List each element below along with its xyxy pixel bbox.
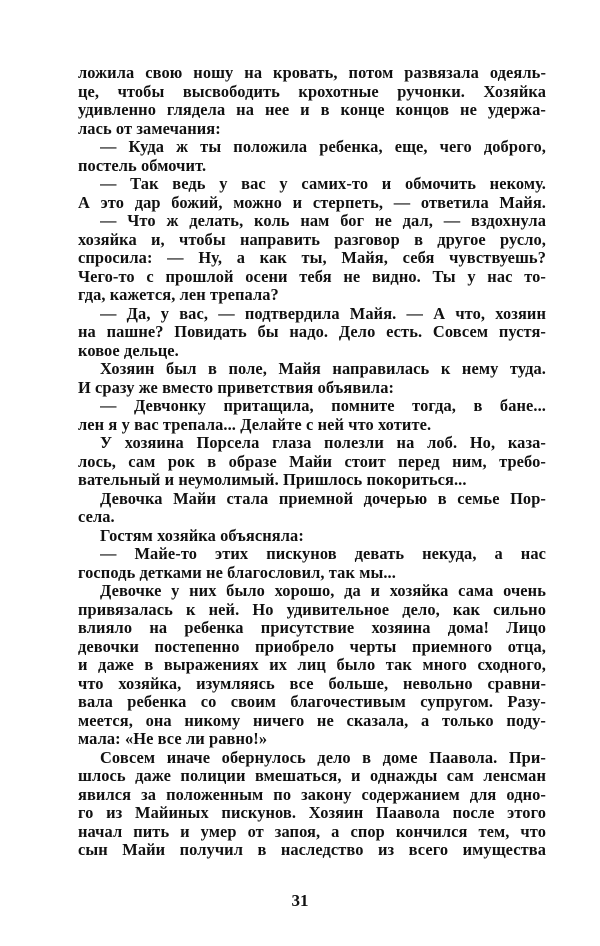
text-line — [78, 138, 546, 157]
text-line-content: сын Майи получил в наследство из всего имущества — [78, 841, 546, 859]
text-line — [78, 305, 546, 324]
text-line-content: лен я у вас трепала... Делайте с ней что хотите. — [78, 415, 432, 434]
text-line — [78, 841, 546, 860]
text-line — [78, 120, 546, 139]
text-line-content: — Майе-то этих пискунов девать некуда, а нас — [100, 545, 546, 563]
text-line-content: ковое дельце. — [78, 341, 179, 360]
text-line-content: Девочке у них было хорошо, да и хозяйка сама очень — [100, 582, 546, 600]
text-line — [78, 767, 546, 786]
text-line-content: девочки постепенно приобрело черты приемного отца, — [78, 637, 546, 656]
text-line-content: вала ребенка со своим благочестивым супругом. Разу- — [78, 693, 546, 711]
text-line — [78, 638, 546, 657]
text-line-content: села. — [78, 508, 115, 526]
text-line-content: У хозяина Порсела глаза полезли на лоб. Но, каза- — [100, 434, 546, 452]
page-body-text — [78, 64, 546, 860]
text-line — [78, 157, 546, 176]
text-line-content: лась от замечания: — [78, 119, 221, 138]
text-line-content: гда, кажется, лен трепала? — [78, 286, 279, 304]
text-line — [78, 823, 546, 842]
text-line-content: ложила свою ношу на кровать, потом развязала одеяль- — [78, 64, 546, 82]
text-line — [78, 804, 546, 823]
text-line — [78, 379, 546, 398]
text-line-content: мала: «Не все ли равно!» — [78, 730, 268, 748]
text-line-content: вательный и неумолимый. Пришлось покориться... — [78, 471, 467, 489]
text-line — [78, 434, 546, 453]
text-line — [78, 342, 546, 361]
text-line-content: спросила: — Ну, а как ты, Майя, себя чувствуешь? — [78, 249, 546, 267]
text-line — [78, 582, 546, 601]
text-line-content: удивленно глядела на нее и в конце концов не удержа- — [78, 101, 546, 119]
text-line — [78, 712, 546, 731]
text-line — [78, 564, 546, 583]
text-line-content: — Так ведь у вас у самих-то и обмочить некому. — [100, 175, 546, 193]
text-line-content: — Что ж делать, коль нам бог не дал, — вздохнула — [100, 212, 546, 230]
text-line — [78, 545, 546, 564]
text-line — [78, 786, 546, 805]
text-line-content: шлось даже полиции вмешаться, и однажды сам ленсман — [78, 767, 546, 785]
text-line-content: И сразу же вместо приветствия объявила: — [78, 378, 395, 397]
text-line — [78, 231, 546, 250]
text-line — [78, 212, 546, 231]
text-line — [78, 397, 546, 416]
text-line — [78, 194, 546, 213]
text-line-content: и даже в выражениях их лиц было так много сходного, — [78, 656, 546, 674]
page-number: 31 — [291, 891, 309, 910]
text-line — [78, 83, 546, 102]
text-line-content: Гостям хозяйка объясняла: — [100, 526, 304, 545]
text-line — [78, 323, 546, 342]
text-line-content: привязалась к ней. Но удивительное дело, как сильно — [78, 600, 546, 619]
text-line — [78, 416, 546, 435]
text-line-content: го из Майиных пискунов. Хозяин Паавола после этого — [78, 804, 546, 822]
text-line-content: постель обмочит. — [78, 156, 207, 175]
text-line — [78, 471, 546, 490]
text-line-content: на пашне? Повидать бы надо. Дело есть. Совсем пустя- — [78, 323, 546, 341]
text-line — [78, 508, 546, 527]
text-line — [78, 268, 546, 287]
text-line — [78, 730, 546, 749]
text-line-content: господь детками не благословил, так мы... — [78, 563, 396, 582]
text-line-content: лось, сам рок в образе Майи стоит перед ним, требо- — [78, 452, 546, 471]
text-line-content: — Девчонку притащила, помните тогда, в бане... — [100, 397, 546, 415]
text-line-content: начал пить и умер от запоя, а спор кончился тем, что — [78, 822, 546, 841]
text-line-content: — Куда ж ты положила ребенка, еще, чего доброго, — [100, 138, 546, 156]
text-line — [78, 453, 546, 472]
text-line-content: Чего-то с прошлой осени тебя не видно. Ты у нас то- — [78, 267, 546, 286]
text-line-content: це, чтобы высвободить крохотные ручонки. Хозяйка — [78, 82, 546, 101]
text-line-content: Совсем иначе обернулось дело в доме Паавола. При- — [100, 748, 546, 767]
text-line-content: А это дар божий, можно и стерпеть, — ответила Майя. — [78, 193, 546, 212]
text-line-content: явился за положенным по закону содержанием для одно- — [78, 785, 546, 804]
text-line — [78, 360, 546, 379]
text-line-content: Хозяин был в поле, Майя направилась к нему туда. — [100, 360, 546, 378]
text-line — [78, 656, 546, 675]
text-line — [78, 490, 546, 509]
text-line — [78, 693, 546, 712]
text-line — [78, 286, 546, 305]
text-line-content: меется, она никому ничего не сказала, а только поду- — [78, 711, 546, 730]
text-line-content: что хозяйка, изумляясь все больше, невольно сравни- — [78, 674, 546, 693]
text-line — [78, 619, 546, 638]
text-line — [78, 249, 546, 268]
text-line — [78, 175, 546, 194]
text-line — [78, 101, 546, 120]
text-line-content: хозяйка и, чтобы направить разговор в другое русло, — [78, 230, 546, 249]
text-line-content: Девочка Майи стала приемной дочерью в семье Пор- — [100, 489, 546, 508]
text-line — [78, 675, 546, 694]
text-line-content: — Да, у вас, — подтвердила Майя. — А что, хозяин — [100, 304, 546, 323]
text-line — [78, 749, 546, 768]
text-line — [78, 527, 546, 546]
text-line — [78, 64, 546, 83]
text-line-content: влияло на ребенка присутствие хозяина дома! Лицо — [78, 619, 546, 637]
text-line — [78, 601, 546, 620]
